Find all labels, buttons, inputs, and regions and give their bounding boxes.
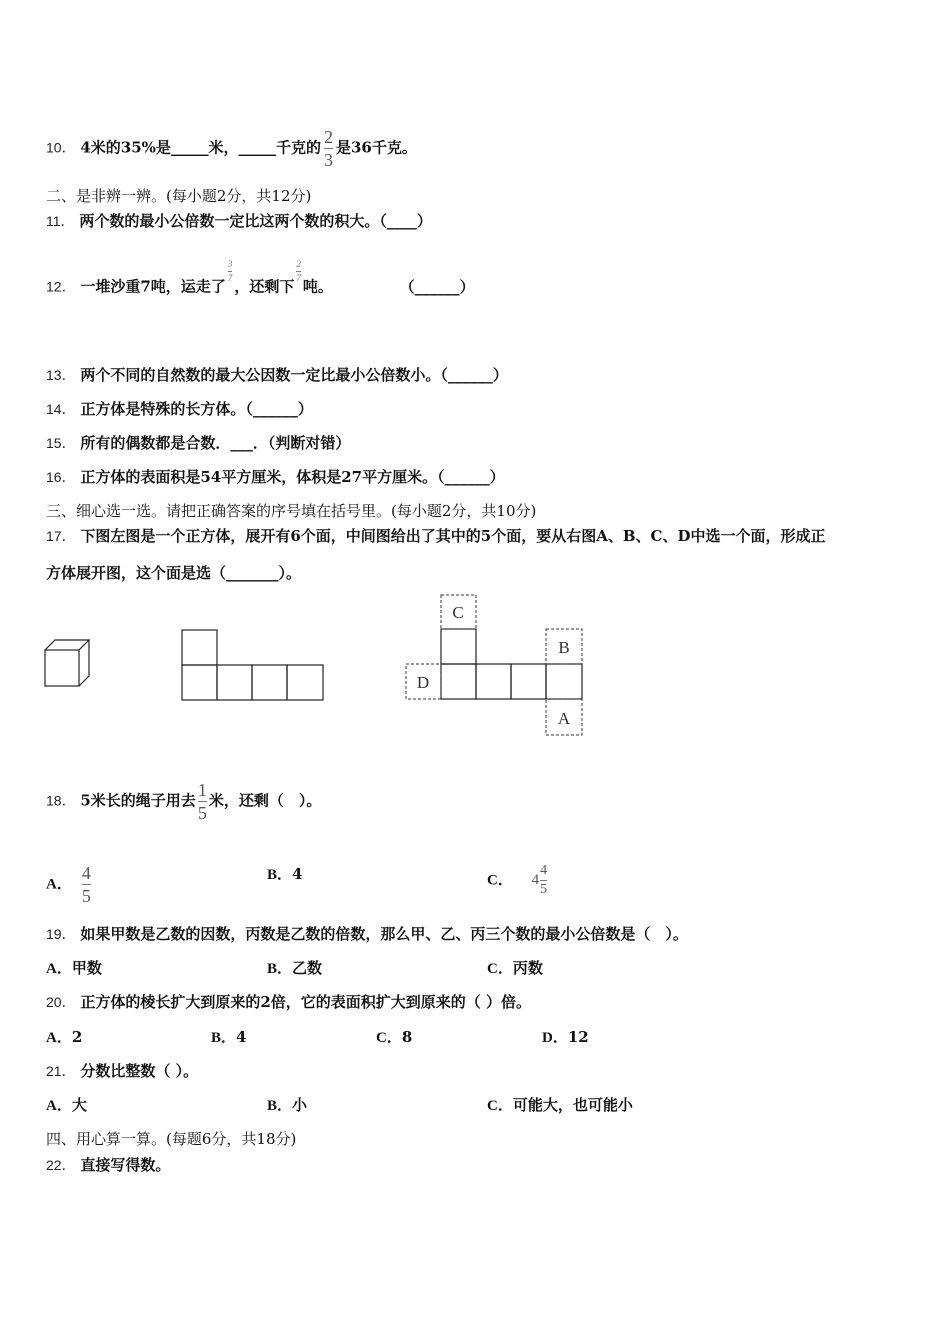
option-a[interactable]	[46, 958, 102, 979]
answer-blank: _____	[238, 138, 276, 157]
denominator: 5	[197, 803, 207, 823]
option-a[interactable]	[46, 1095, 87, 1116]
question-number: 15．	[46, 435, 76, 451]
option-c[interactable]	[376, 1027, 412, 1048]
question-text: 吨。	[302, 277, 333, 296]
question-number: 17．	[46, 528, 76, 544]
question-16	[46, 467, 505, 487]
option-label: A．	[46, 1098, 72, 1114]
question-text: 方体展开图，这个面是选（_______）。	[46, 564, 302, 582]
question-15	[46, 433, 350, 453]
option-b[interactable]	[267, 1095, 307, 1116]
question-number: 19．	[46, 926, 76, 942]
question-number: 11．	[46, 213, 75, 229]
question-10	[46, 128, 417, 169]
cube-figure	[44, 638, 92, 690]
section-heading-3: 三、细心选一选。请把正确答案的序号填在括号里。(每小题2分，共10分)	[46, 502, 537, 520]
answer-parenthesis: （______）	[399, 277, 475, 296]
numerator: 2	[323, 127, 333, 147]
option-c[interactable]	[487, 864, 547, 897]
question-17-line-1	[46, 526, 826, 546]
question-13	[46, 365, 508, 385]
option-text: 4	[236, 1028, 247, 1046]
question-number: 21．	[46, 1063, 76, 1079]
option-text: 可能大，也可能小	[512, 1096, 633, 1114]
question-number: 13．	[46, 367, 76, 383]
question-text: 正方体的表面积是54平方厘米，体积是27平方厘米。（______）	[80, 468, 505, 486]
question-text: 直接写得数。	[80, 1156, 171, 1174]
question-19	[46, 924, 688, 944]
question-number: 12．	[46, 278, 76, 295]
numerator: 4	[81, 863, 91, 883]
question-text: 正方体的棱长扩大到原来的2倍，它的表面积扩大到原来的（ ）倍。	[80, 993, 532, 1011]
option-a[interactable]	[46, 864, 91, 905]
answer-blank: _____	[170, 138, 209, 157]
denominator: 5	[81, 886, 91, 906]
option-label: C．	[487, 872, 513, 889]
question-20	[46, 992, 531, 1012]
question-22	[46, 1155, 170, 1175]
denominator: 7	[227, 273, 233, 283]
question-number: 22．	[46, 1157, 76, 1173]
option-a-label: A	[557, 709, 571, 728]
numerator: 2	[296, 259, 301, 269]
option-label: B．	[267, 867, 293, 883]
question-21	[46, 1061, 198, 1081]
option-label: B．	[267, 1098, 293, 1114]
question-text: ，还剩下	[234, 277, 295, 296]
option-label: A．	[46, 1030, 72, 1046]
option-d[interactable]	[542, 1027, 589, 1048]
whole-part: 4	[531, 871, 540, 888]
option-label: C．	[487, 961, 513, 977]
question-number: 10．	[46, 139, 76, 156]
option-text: 4	[292, 865, 303, 883]
question-text: 分数比整数（ ）。	[80, 1062, 199, 1080]
option-b-label: B	[558, 638, 570, 657]
question-text: 一堆沙重7吨，运走了	[80, 277, 226, 296]
option-text: 8	[401, 1028, 413, 1046]
question-text: 正方体是特殊的长方体。（______）	[80, 400, 313, 418]
question-11	[46, 211, 432, 231]
fraction	[296, 260, 301, 283]
question-number: 14．	[46, 401, 76, 417]
option-b[interactable]	[267, 958, 322, 979]
partial-net-figure	[180, 628, 326, 702]
option-c[interactable]	[487, 1095, 633, 1116]
option-a[interactable]	[46, 1027, 82, 1048]
section-heading-4: 四、用心算一算。(每题6分，共18分)	[46, 1130, 297, 1148]
denominator: 7	[296, 273, 301, 283]
option-label: B．	[267, 961, 293, 977]
question-text: 是36千克。	[335, 138, 417, 157]
question-text: 两个不同的自然数的最大公因数一定比最小公倍数小。（______）	[80, 366, 508, 384]
option-label: B．	[211, 1030, 237, 1046]
question-text: 4米的35%是	[80, 138, 171, 157]
question-text: 米，	[208, 138, 239, 157]
fraction	[82, 864, 91, 905]
fraction	[198, 781, 207, 822]
fraction	[228, 260, 233, 283]
option-text: 丙数	[512, 959, 543, 977]
numerator: 4	[540, 863, 548, 878]
question-18	[46, 781, 321, 822]
mixed-number	[532, 864, 548, 897]
denominator: 5	[540, 882, 548, 897]
question-text: 千克的	[275, 138, 321, 157]
question-text: 5米长的绳子用去	[80, 791, 196, 810]
question-text: 所有的偶数都是合数．___．（判断对错）	[80, 434, 351, 452]
question-text: 如果甲数是乙数的因数，丙数是乙数的倍数，那么甲、乙、丙三个数的最小公倍数是（ ）。	[80, 925, 688, 943]
option-c[interactable]	[487, 958, 543, 979]
option-label: A．	[46, 961, 72, 977]
options-net-figure	[403, 593, 587, 739]
option-text: 2	[71, 1028, 83, 1046]
option-text: 大	[71, 1096, 87, 1114]
section-heading-2: 二、是非辨一辨。(每小题2分，共12分)	[46, 187, 312, 205]
question-14	[46, 399, 313, 419]
question-17-line-2	[46, 563, 301, 583]
numerator: 1	[197, 780, 207, 800]
option-text: 甲数	[71, 959, 102, 977]
question-number: 16．	[46, 469, 76, 485]
option-d-label: D	[416, 673, 430, 692]
option-b[interactable]	[267, 864, 302, 885]
option-label: C．	[376, 1030, 402, 1046]
option-label: D．	[542, 1030, 568, 1046]
option-label: A．	[46, 876, 72, 893]
question-text: 两个数的最小公倍数一定比这两个数的积大。（____）	[79, 212, 432, 230]
option-c-label: C	[452, 603, 464, 622]
fraction	[540, 864, 547, 897]
question-12	[46, 259, 475, 299]
question-text: 下图左图是一个正方体，展开有6个面，中间图给出了其中的5个面，要从右图A、B、C、D中选一个面，形成正	[80, 527, 826, 545]
option-b[interactable]	[211, 1027, 246, 1048]
question-text: 米，还剩（ ）。	[208, 791, 322, 810]
numerator: 3	[227, 259, 233, 269]
option-text: 小	[292, 1096, 308, 1114]
option-text: 乙数	[292, 959, 323, 977]
fraction	[324, 128, 333, 169]
question-number: 20．	[46, 994, 76, 1010]
question-number: 18．	[46, 792, 76, 809]
option-text: 12	[567, 1028, 589, 1046]
denominator: 3	[323, 150, 333, 170]
option-label: C．	[487, 1098, 513, 1114]
